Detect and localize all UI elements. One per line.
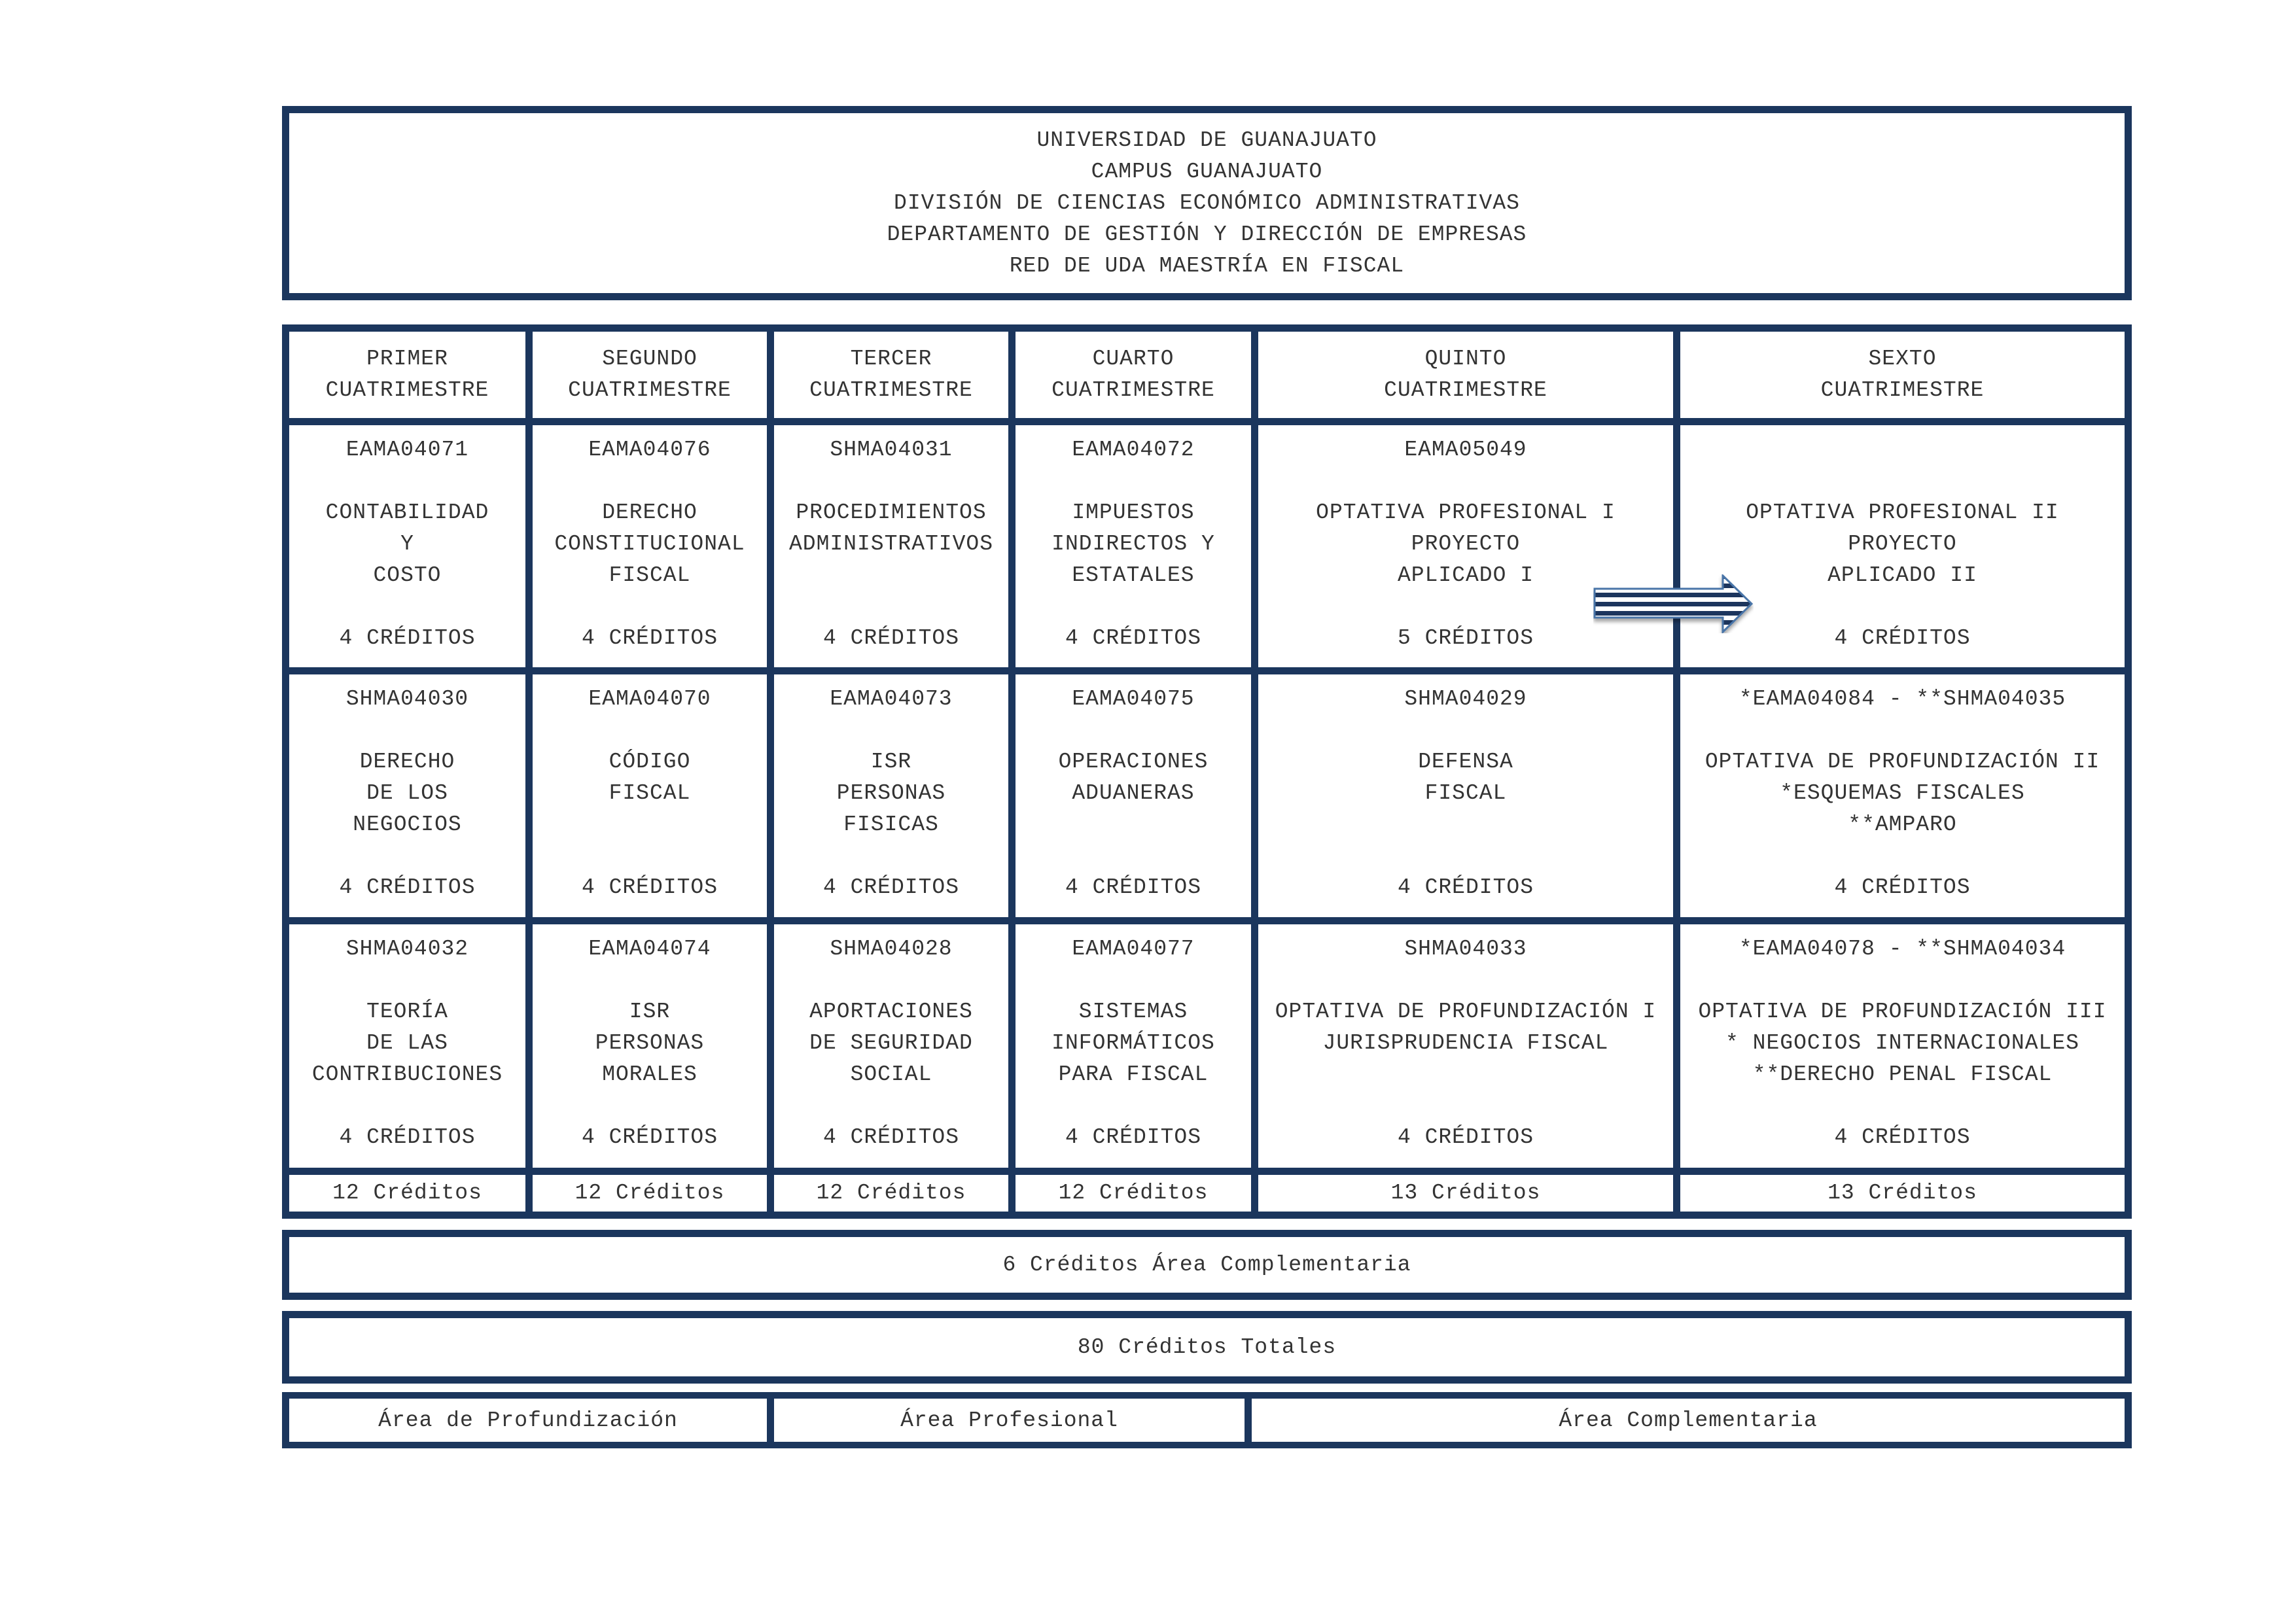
course-name: CONTABILIDAD Y COSTO (325, 500, 489, 587)
semester-sub-label: CUATRIMESTRE (1051, 378, 1215, 402)
course-cell (1016, 425, 1251, 667)
course-code: EAMA04072 (1072, 438, 1195, 462)
course-cell (1016, 674, 1251, 917)
course-credits: 4 CRÉDITOS (822, 1125, 960, 1149)
course-cell (774, 924, 1008, 1168)
course-code: EAMA04076 (588, 438, 711, 462)
course-credits: 4 CRÉDITOS (581, 626, 718, 650)
area-profundizacion: Área de Profundización (289, 1399, 767, 1442)
course-credits: 4 CRÉDITOS (822, 875, 960, 899)
course-name: OPTATIVA PROFESIONAL II PROYECTO APLICADO II (1746, 500, 2059, 587)
course-code: SHMA04030 (345, 687, 469, 711)
course-cell (289, 425, 525, 667)
total-credits-text: 80 Créditos Totales (1077, 1335, 1337, 1359)
semester-header-5 (1258, 332, 1673, 418)
department-name: DEPARTAMENTO DE GESTIÓN Y DIRECCIÓN DE EMPRESAS (887, 222, 1527, 247)
institution-header (282, 106, 2132, 300)
area-legend (282, 1392, 2132, 1448)
course-credits: 4 CRÉDITOS (1834, 626, 1971, 650)
course-name: SISTEMAS INFORMÁTICOS PARA FISCAL (1051, 1000, 1215, 1087)
semester-label: QUINTO (1424, 347, 1507, 371)
complementary-credits-band (282, 1230, 2132, 1300)
course-name: OPTATIVA DE PROFUNDIZACIÓN III * NEGOCIOS INTERNACIONALES **DERECHO PENAL FISCAL (1698, 1000, 2107, 1087)
complementary-credits-text: 6 Créditos Área Complementaria (1002, 1253, 1411, 1277)
course-cell (289, 924, 525, 1168)
semester-header-4 (1016, 332, 1251, 418)
course-credits: 5 CRÉDITOS (1397, 626, 1534, 650)
course-credits: 4 CRÉDITOS (1397, 875, 1534, 899)
course-code: EAMA04075 (1072, 687, 1195, 711)
course-code: SHMA04033 (1404, 937, 1527, 961)
course-cell (774, 674, 1008, 917)
total-credits-band (282, 1311, 2132, 1384)
semester-total: 13 Créditos (1258, 1175, 1673, 1212)
course-code: EAMA04073 (830, 687, 953, 711)
semester-label: TERCER (850, 347, 932, 371)
area-profesional: Área Profesional (774, 1399, 1245, 1442)
semester-label: SEXTO (1868, 347, 1937, 371)
course-credits: 4 CRÉDITOS (339, 875, 476, 899)
course-code: *EAMA04078 - **SHMA04034 (1739, 937, 2066, 961)
semester-sub-label: CUATRIMESTRE (325, 378, 489, 402)
course-credits: 4 CRÉDITOS (581, 1125, 718, 1149)
semester-label: PRIMER (366, 347, 448, 371)
semester-header-6 (1680, 332, 2125, 418)
course-name: CÓDIGO FISCAL (609, 750, 691, 805)
course-code: EAMA04071 (345, 438, 469, 462)
division-name: DIVISIÓN DE CIENCIAS ECONÓMICO ADMINISTRATIVAS (894, 190, 1520, 215)
course-credits: 4 CRÉDITOS (339, 1125, 476, 1149)
area-complementaria: Área Complementaria (1252, 1399, 2125, 1442)
course-cell (774, 425, 1008, 667)
course-code: SHMA04029 (1404, 687, 1527, 711)
course-credits: 4 CRÉDITOS (822, 626, 960, 650)
course-cell (533, 924, 767, 1168)
course-code: EAMA05049 (1404, 438, 1527, 462)
course-cell (289, 674, 525, 917)
course-code: EAMA04074 (588, 937, 711, 961)
semester-sub-label: CUATRIMESTRE (1384, 378, 1547, 402)
semester-header-3 (774, 332, 1008, 418)
course-cell (1258, 924, 1673, 1168)
course-code: SHMA04031 (830, 438, 953, 462)
semester-total: 12 Créditos (774, 1175, 1008, 1212)
arrow-right-icon (1593, 574, 1754, 633)
course-name: PROCEDIMIENTOS ADMINISTRATIVOS (788, 500, 994, 556)
semester-total: 12 Créditos (289, 1175, 525, 1212)
semester-sub-label: CUATRIMESTRE (1820, 378, 1985, 402)
course-name: OPTATIVA PROFESIONAL I PROYECTO APLICADO I (1316, 500, 1616, 587)
course-credits: 4 CRÉDITOS (581, 875, 718, 899)
semester-label: SEGUNDO (602, 347, 698, 371)
course-cell (533, 425, 767, 667)
semester-sub-label: CUATRIMESTRE (568, 378, 732, 402)
course-credits: 4 CRÉDITOS (1065, 875, 1202, 899)
course-name: APORTACIONES DE SEGURIDAD SOCIAL (809, 1000, 973, 1087)
semester-total: 12 Créditos (1016, 1175, 1251, 1212)
course-credits: 4 CRÉDITOS (1065, 626, 1202, 650)
course-cell (1680, 674, 2125, 917)
curriculum-table (282, 324, 2132, 1219)
course-credits: 4 CRÉDITOS (1065, 1125, 1202, 1149)
course-cell (1258, 674, 1673, 917)
course-name: DEFENSA FISCAL (1418, 750, 1513, 805)
course-code: EAMA04070 (588, 687, 711, 711)
course-name: IMPUESTOS INDIRECTOS Y ESTATALES (1051, 500, 1215, 587)
course-name: DERECHO CONSTITUCIONAL FISCAL (554, 500, 745, 587)
semester-sub-label: CUATRIMESTRE (809, 378, 973, 402)
semester-total: 13 Créditos (1680, 1175, 2125, 1212)
course-name: ISR PERSONAS MORALES (595, 1000, 705, 1087)
program-name: RED DE UDA MAESTRÍA EN FISCAL (1009, 253, 1405, 278)
course-cell (1016, 924, 1251, 1168)
course-code: *EAMA04084 - **SHMA04035 (1739, 687, 2066, 711)
course-name: TEORÍA DE LAS CONTRIBUCIONES (311, 1000, 503, 1087)
university-name: UNIVERSIDAD DE GUANAJUATO (1036, 128, 1377, 152)
course-credits: 4 CRÉDITOS (1834, 1125, 1971, 1149)
semester-total: 12 Créditos (533, 1175, 767, 1212)
semester-header-2 (533, 332, 767, 418)
course-code: SHMA04032 (345, 937, 469, 961)
course-name: DERECHO DE LOS NEGOCIOS (353, 750, 462, 837)
course-code: EAMA04077 (1072, 937, 1195, 961)
semester-header-1 (289, 332, 525, 418)
course-name: OPERACIONES ADUANERAS (1058, 750, 1209, 805)
course-cell (1680, 924, 2125, 1168)
course-credits: 4 CRÉDITOS (1397, 1125, 1534, 1149)
course-cell (533, 674, 767, 917)
campus-name: CAMPUS GUANAJUATO (1091, 159, 1323, 184)
course-credits: 4 CRÉDITOS (1834, 875, 1971, 899)
course-name: OPTATIVA DE PROFUNDIZACIÓN I JURISPRUDENCIA FISCAL (1275, 1000, 1657, 1055)
course-name: OPTATIVA DE PROFUNDIZACIÓN II *ESQUEMAS FISCALES **AMPARO (1704, 750, 2100, 837)
course-code: SHMA04028 (830, 937, 953, 961)
course-name: ISR PERSONAS FISICAS (836, 750, 946, 837)
course-credits: 4 CRÉDITOS (339, 626, 476, 650)
semester-label: CUARTO (1092, 347, 1174, 371)
